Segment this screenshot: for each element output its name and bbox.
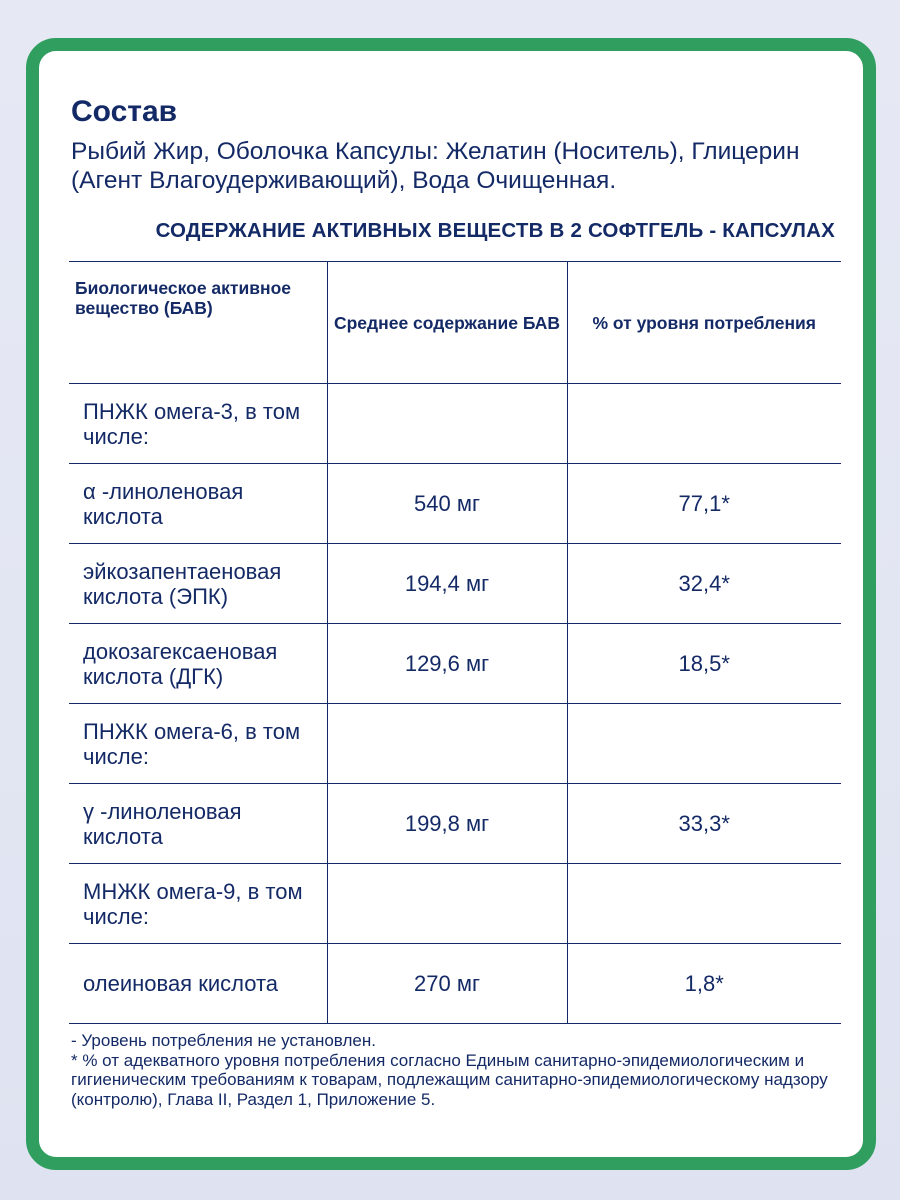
row-substance: докозагексаеновая кислота (ДГК) bbox=[69, 624, 327, 704]
row-percent bbox=[567, 384, 841, 464]
row-amount bbox=[327, 704, 567, 784]
table-row bbox=[69, 464, 841, 544]
row-substance: ПНЖК омега-3, в том числе: bbox=[69, 384, 327, 464]
row-substance: ПНЖК омега-6, в том числе: bbox=[69, 704, 327, 784]
footnote-dash: - Уровень потребления не установлен. bbox=[71, 1031, 376, 1050]
row-percent bbox=[567, 864, 841, 944]
row-percent bbox=[567, 704, 841, 784]
table-row bbox=[69, 704, 841, 784]
table-row bbox=[69, 384, 841, 464]
table-row bbox=[69, 624, 841, 704]
header-substance: Биологическое активное вещество (БАВ) bbox=[69, 262, 327, 384]
composition-card bbox=[26, 38, 876, 1170]
header-percent-intake: % от уровня потребления bbox=[567, 262, 841, 384]
table-heading: СОДЕРЖАНИЕ АКТИВНЫХ ВЕЩЕСТВ В 2 СОФТГЕЛЬ - КАПСУЛАХ bbox=[155, 219, 835, 242]
row-percent: 33,3* bbox=[567, 784, 841, 864]
nutrient-table bbox=[69, 261, 841, 1024]
row-amount: 194,4 мг bbox=[327, 544, 567, 624]
table-row bbox=[69, 944, 841, 1024]
row-amount bbox=[327, 384, 567, 464]
row-percent: 1,8* bbox=[567, 944, 841, 1024]
row-substance: МНЖК омега-9, в том числе: bbox=[69, 864, 327, 944]
header-average-content: Среднее содержание БАВ bbox=[327, 262, 567, 384]
row-percent: 77,1* bbox=[567, 464, 841, 544]
row-amount bbox=[327, 864, 567, 944]
table-row bbox=[69, 784, 841, 864]
row-amount: 270 мг bbox=[327, 944, 567, 1024]
table-header-row bbox=[69, 262, 841, 384]
row-amount: 129,6 мг bbox=[327, 624, 567, 704]
composition-text: Рыбий Жир, Оболочка Капсулы: Желатин (Носитель), Глицерин (Агент Влагоудерживающий), Вода Очищенная. bbox=[71, 138, 800, 194]
table-row bbox=[69, 544, 841, 624]
row-percent: 18,5* bbox=[567, 624, 841, 704]
row-substance: γ -линоленовая кислота bbox=[69, 784, 327, 864]
page-title: Состав bbox=[71, 95, 178, 128]
table-row bbox=[69, 864, 841, 944]
row-amount: 199,8 мг bbox=[327, 784, 567, 864]
footnotes bbox=[71, 1031, 841, 1109]
row-substance: α -линоленовая кислота bbox=[69, 464, 327, 544]
row-amount: 540 мг bbox=[327, 464, 567, 544]
row-percent: 32,4* bbox=[567, 544, 841, 624]
footnote-asterisk: * % от адекватного уровня потребления согласно Единым санитарно-эпидемиологическим и гигиеническим требованиям к товарам, подлежащим санитарно-эпидемиологическому надзору (контролю), Глава II, Раздел 1, Приложение 5. bbox=[71, 1050, 828, 1109]
row-substance: олеиновая кислота bbox=[69, 944, 327, 1024]
row-substance: эйкозапентаеновая кислота (ЭПК) bbox=[69, 544, 327, 624]
